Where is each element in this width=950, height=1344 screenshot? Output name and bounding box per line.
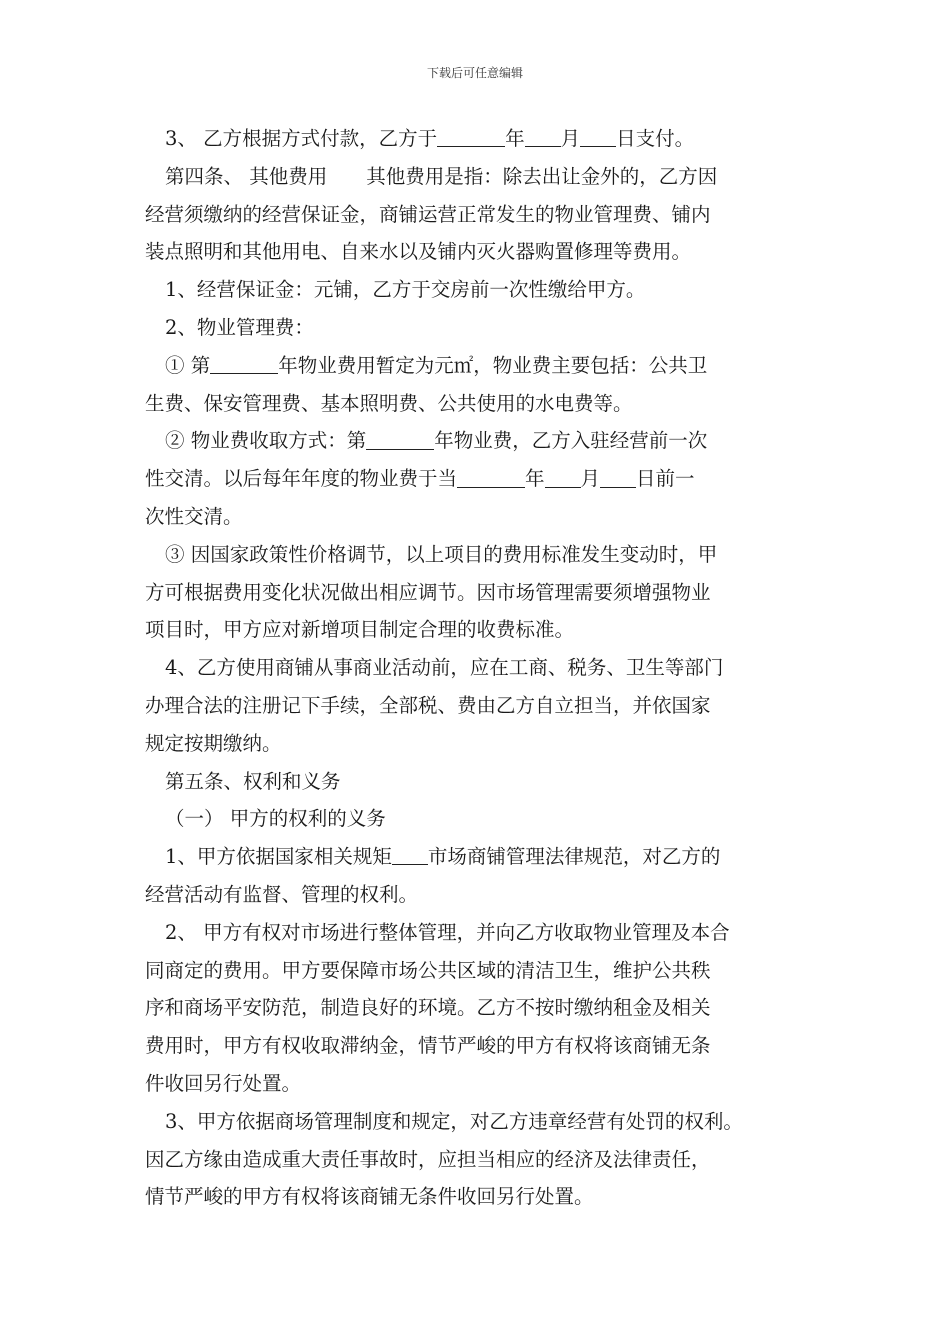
text-segment: 第四条、 其他费用 其他费用是指：除去出让金外的，乙方因	[165, 164, 718, 188]
fill-blank	[366, 428, 434, 449]
text-line	[145, 1103, 825, 1141]
text-segment: 办理合法的注册记下手续，全部税、费由乙方自立担当，并依国家	[145, 693, 711, 717]
page-header: 下载后可任意编辑	[426, 66, 523, 80]
text-line	[145, 498, 825, 536]
fill-blank	[525, 126, 561, 147]
text-segment: 因乙方缘由造成重大责任事故时，应担当相应的经济及法律责任，	[145, 1147, 711, 1171]
text-segment: ③ 因国家政策性价格调节，以上项目的费用标准发生变动时，甲	[165, 542, 718, 566]
text-segment: 项目时，甲方应对新增项目制定合理的收费标准。	[145, 618, 575, 642]
text-segment: 年	[525, 467, 545, 491]
text-line	[145, 649, 825, 687]
text-line	[145, 611, 825, 649]
text-segment: 3、 乙方根据方式付款，乙方于	[165, 127, 438, 150]
text-segment: 4、乙方使用商铺从事商业活动前，应在工商、税务、卫生等部门	[165, 656, 724, 680]
fill-blank	[580, 126, 616, 147]
text-line	[145, 800, 825, 838]
text-line	[145, 687, 825, 725]
text-line	[145, 1027, 825, 1065]
text-line	[145, 1178, 825, 1216]
text-segment: 年	[505, 127, 525, 150]
text-line	[145, 1065, 825, 1103]
text-segment: 市场商铺管理法律规范，对乙方的	[427, 845, 721, 869]
fill-blank	[437, 126, 505, 147]
text-segment: 月	[580, 467, 601, 491]
text-segment: 规定按期缴纳。	[145, 731, 282, 755]
text-segment: 2、物业管理费：	[165, 315, 314, 339]
text-segment: 日前一	[636, 467, 695, 491]
text-segment: 性交清。以后每年年度的物业费于当	[145, 467, 458, 491]
text-line	[145, 309, 825, 347]
text-line	[145, 271, 825, 309]
document-body	[145, 120, 825, 1216]
text-segment: 日支付。	[616, 127, 695, 150]
text-line	[145, 196, 825, 234]
text-segment: 1、甲方依据国家相关规矩	[165, 845, 392, 869]
fill-blank	[210, 353, 278, 374]
text-segment: ② 物业费收取方式：第	[165, 429, 367, 453]
text-segment: 方可根据费用变化状况做出相应调节。因市场管理需要须增强物业	[145, 580, 711, 604]
text-segment: ① 第	[165, 353, 211, 377]
fill-blank	[545, 466, 581, 487]
text-line	[145, 989, 825, 1027]
text-line	[145, 952, 825, 990]
text-segment: 序和商场平安防范，制造良好的环境。乙方不按时缴纳租金及相关	[145, 996, 711, 1020]
text-segment: 2、 甲方有权对市场进行整体管理，并向乙方收取物业管理及本合	[165, 920, 730, 944]
text-line	[145, 763, 825, 801]
text-segment: 经营须缴纳的经营保证金，商铺运营正常发生的物业管理费、铺内	[145, 202, 711, 226]
text-line	[145, 1141, 825, 1179]
text-segment: 费用时，甲方有权收取滞纳金，情节严峻的甲方有权将该商铺无条	[145, 1034, 711, 1058]
text-line	[145, 385, 825, 423]
text-line	[145, 120, 825, 158]
text-segment: 年物业费用暂定为元㎡，物业费主要包括：公共卫	[278, 353, 708, 377]
text-line	[145, 838, 825, 876]
text-segment: 装点照明和其他用电、自来水以及铺内灭火器购置修理等费用。	[145, 240, 692, 264]
text-segment: （一） 甲方的权利的义务	[165, 807, 386, 831]
text-line	[145, 725, 825, 763]
text-line	[145, 233, 825, 271]
text-segment: 次性交清。	[145, 504, 243, 528]
fill-blank	[392, 844, 428, 865]
text-line	[145, 158, 825, 196]
text-segment: 情节严峻的甲方有权将该商铺无条件收回另行处置。	[145, 1185, 594, 1209]
fill-blank	[457, 466, 525, 487]
text-line	[145, 876, 825, 914]
text-line	[145, 422, 825, 460]
text-segment: 月	[560, 127, 581, 150]
text-segment: 年物业费，乙方入驻经营前一次	[434, 429, 708, 453]
text-segment: 件收回另行处置。	[145, 1071, 302, 1095]
text-line	[145, 574, 825, 612]
text-segment: 生费、保安管理费、基本照明费、公共使用的水电费等。	[145, 391, 633, 415]
text-segment: 经营活动有监督、管理的权利。	[145, 882, 419, 906]
text-line	[145, 347, 825, 385]
text-line	[145, 536, 825, 574]
fill-blank	[600, 466, 636, 487]
text-line	[145, 914, 825, 952]
text-segment: 3、甲方依据商场管理制度和规定，对乙方违章经营有处罚的权利。	[165, 1109, 743, 1133]
text-segment: 同商定的费用。甲方要保障市场公共区域的清洁卫生，维护公共秩	[145, 958, 711, 982]
text-segment: 1、经营保证金：元铺，乙方于交房前一次性缴给甲方。	[165, 278, 646, 302]
text-segment: 第五条、权利和义务	[165, 769, 341, 793]
text-line	[145, 460, 825, 498]
